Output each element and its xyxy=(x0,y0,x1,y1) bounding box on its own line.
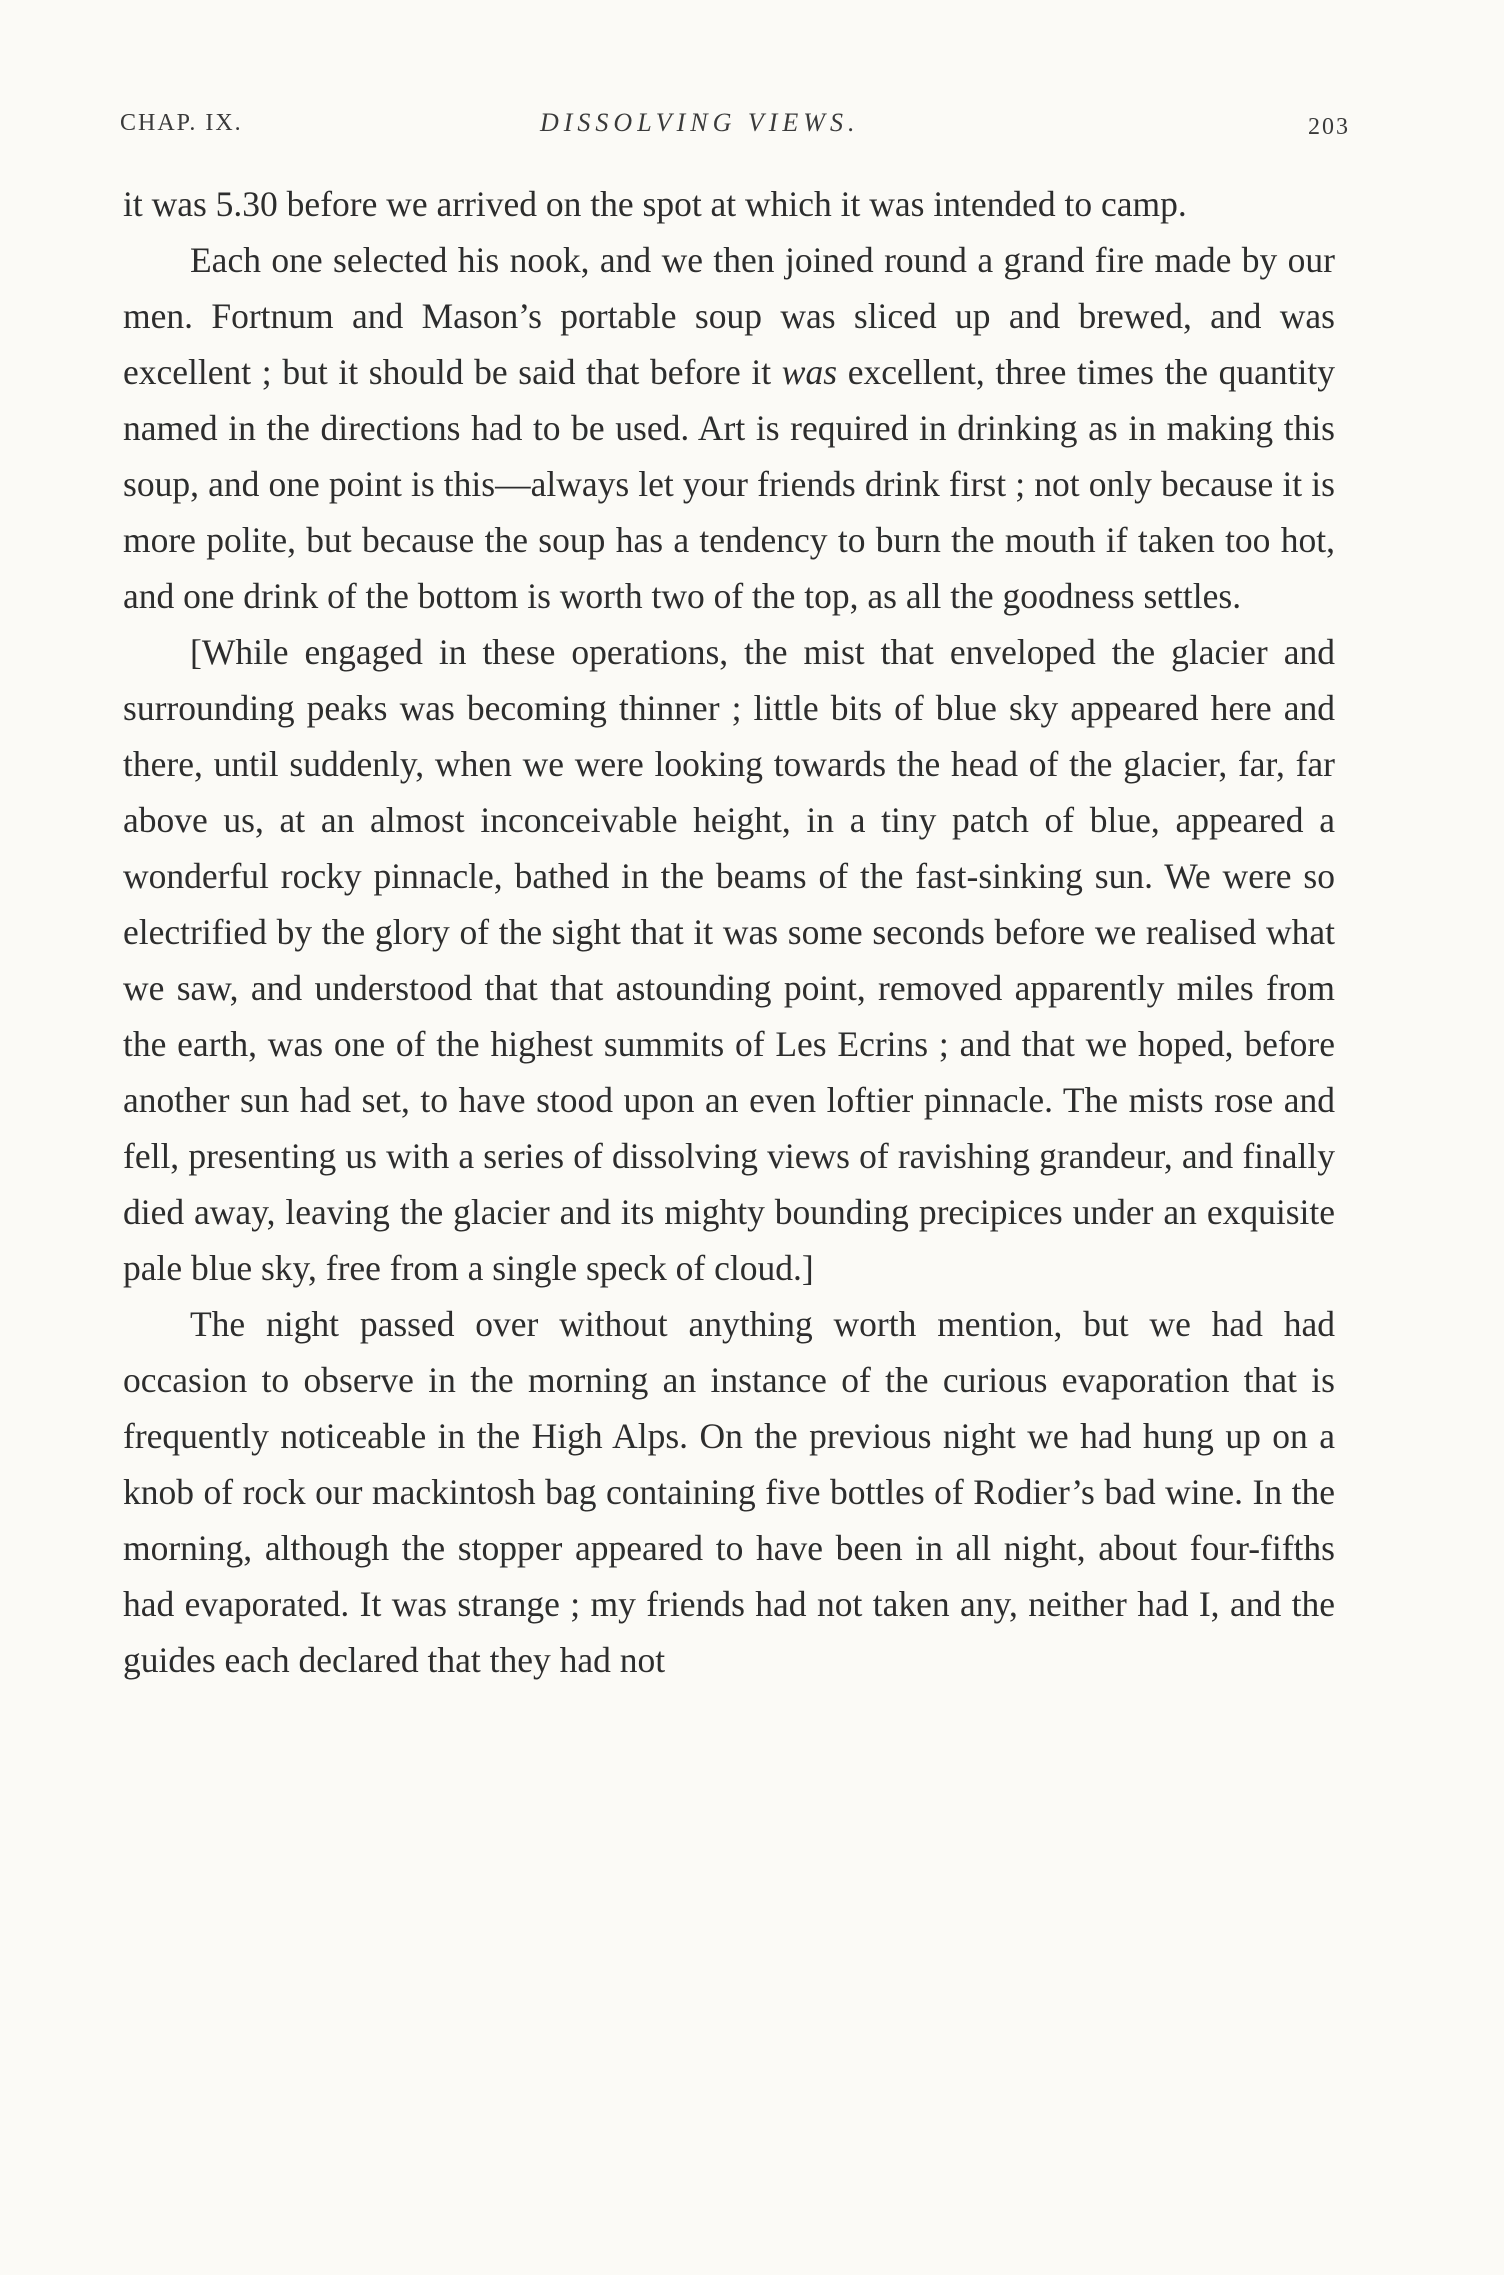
chapter-label: CHAP. IX. xyxy=(120,110,243,136)
running-title: DISSOLVING VIEWS. xyxy=(540,108,860,137)
paragraph-continuation: it was 5.30 before we arrived on the spot at which it was intended to camp. xyxy=(123,184,1187,224)
paragraph-evaporation: The night passed over without anything worth mention, but we had had occasion to observe in the morning an instance of the curious evaporation that is frequently noticeable in the High Alps. On the previous night we had hung up on a knob of rock our mackintosh bag containing five bottles of Rodier’s bad wine. In the morning, although the stopper appeared to have been in all night, about four-fifths had evaporated. It was strange ; my friends had not taken any, neither had I, and the guides each declared that they had not xyxy=(123,1304,1335,1680)
body-text xyxy=(123,176,1335,1688)
paragraph-dissolving-views: [While engaged in these operations, the mist that enveloped the glacier and surrounding peaks was becoming thinner ; little bits of blue sky appeared here and there, until suddenly, when we were looking towards the head of the glacier, far, far above us, at an almost inconceivable height, in a tiny patch of blue, appeared a wonderful rocky pinnacle, bathed in the beams of the fast-sinking sun. We were so electrified by the glory of the sight that it was some seconds before we realised what we saw, and understood that that astounding point, removed apparently miles from the earth, was one of the highest summits of Les Ecrins ; and that we hoped, before another sun had set, to have stood upon an even loftier pinnacle. The mists rose and fell, presenting us with a series of dissolving views of ravishing grandeur, and finally died away, leaving the glacier and its mighty bounding precipices under an exquisite pale blue sky, free from a single speck of cloud.] xyxy=(123,632,1335,1288)
running-head xyxy=(120,104,1350,144)
paragraph-soup: Each one selected his nook, and we then joined round a grand fire made by our men. Fortnum and Mason’s portable soup was sliced up and brewed, and was excellent ; but it should be said that before it was excellent, three times the quantity named in the directions had to be used. Art is required in drinking as in making this soup, and one point is this—always let your friends drink first ; not only because it is more polite, but because the soup has a tendency to burn the mouth if taken too hot, and one drink of the bottom is worth two of the top, as all the goodness settles. xyxy=(123,240,1335,616)
emphasized-word: was xyxy=(781,352,838,392)
page-number: 203 xyxy=(1308,114,1350,140)
